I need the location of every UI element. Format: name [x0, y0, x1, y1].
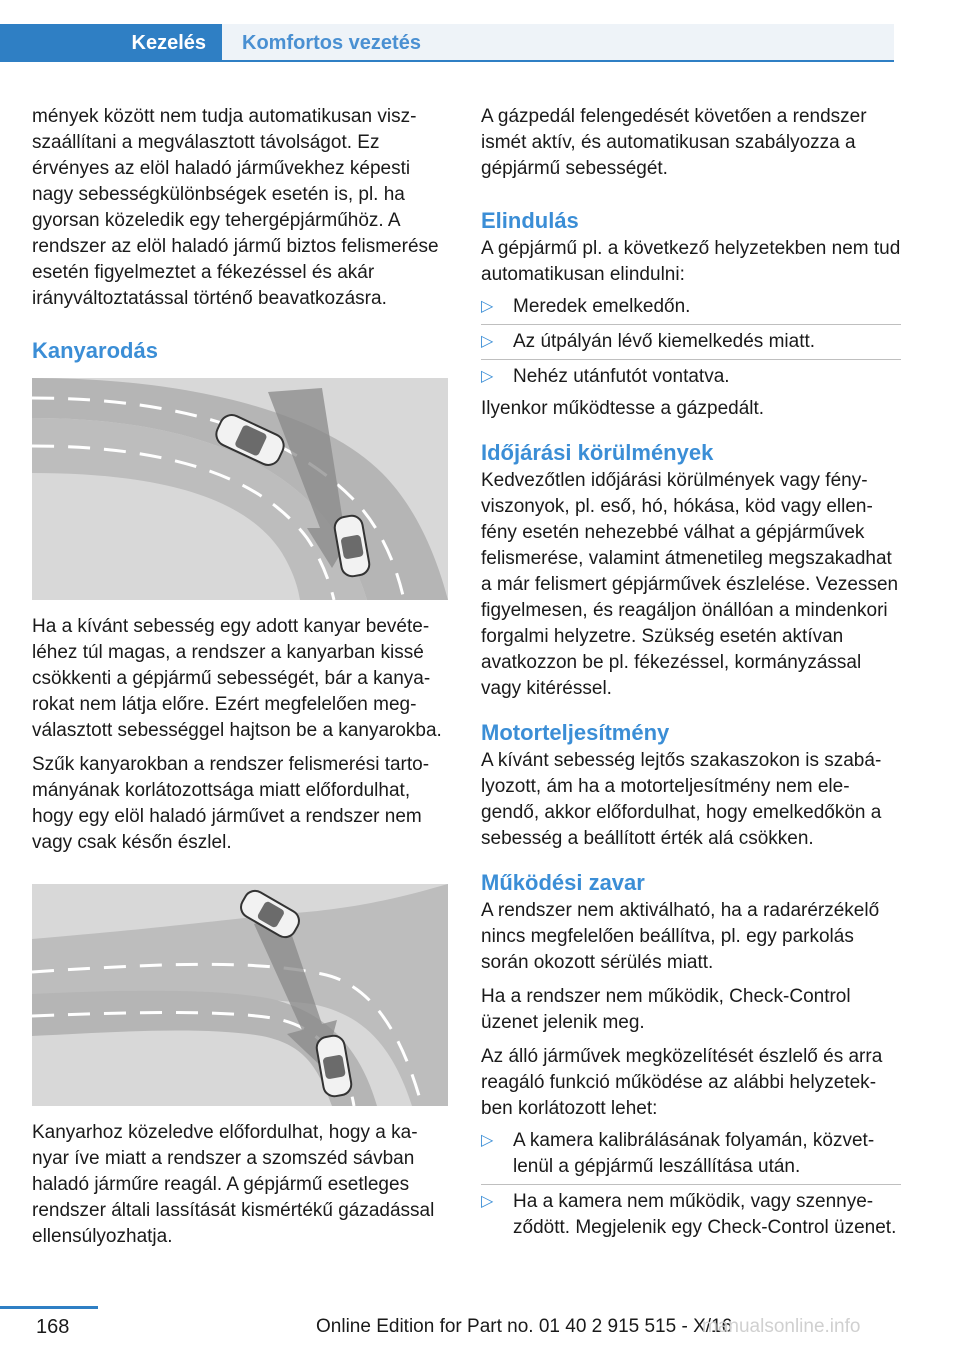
footer-rule: [0, 1306, 98, 1309]
zavar-text-2: Ha a rendszer nem működik, Check-Control üzenet jelenik meg.: [481, 986, 851, 1033]
subsection-tab: Komfortos vezetés: [222, 24, 894, 62]
list-item: ▷ Ha a kamera nem működik, vagy szennyeződött. Megjelenik egy Check-Control üzenet.: [481, 1191, 897, 1238]
watermark-text: manualsonline.info: [702, 1316, 861, 1337]
zavar-list: [481, 1124, 901, 1245]
left-column: [32, 104, 448, 1258]
heading-kanyarodas: Kanyarodás: [32, 338, 158, 363]
elindulas-list: [481, 290, 901, 394]
heading-elindulas: Elindulás: [481, 208, 579, 233]
left-paragraph-1: Ha a kívánt sebesség egy adott kanyar bevételéhez túl magas, a rendszer a kanyarban kissé csökkenti a gépjármű sebességét, bár a kanyarokat nem látja előre. Ezért megfelelően megválasztott sebességgel hajtson be a kanyarokba.: [32, 616, 442, 741]
page-number: 168: [36, 1316, 70, 1338]
page-footer: [0, 1300, 960, 1362]
right-column: [481, 104, 901, 1245]
list-item: ▷ Nehéz utánfutót vontatva.: [481, 360, 901, 394]
left-intro-paragraph: mények között nem tudja automatikusan viszszaállítani a megválasztott távolságot. Ez érvényes az elöl haladó járművekhez képesti nagy sebességkülönbségek esetén is, pl. ha gyorsan közeledik egy tehergépjárműhöz. A rendszer az elöl haladó jármű biztos felismerése esetén figyelmeztet a fékezéssel és akár irányváltoztatással történő beavatkozásra.: [32, 106, 439, 309]
zavar-text-1: A rendszer nem aktiválható, ha a radarérzékelő nincs megfelelően beállítva, pl. egy parkolás során okozott sérülés miatt.: [481, 900, 880, 973]
triangle-bullet-icon: ▷: [481, 298, 494, 315]
elindulas-text: A gépjármű pl. a következő helyzetekben nem tud automatikusan elindulni:: [481, 238, 901, 285]
heading-idojaras: Időjárási körülmények: [481, 440, 714, 465]
curve-illustration-2: [32, 884, 448, 1106]
left-paragraph-3: Kanyarhoz közeledve előfordulhat, hogy a kanyar íve miatt a rendszer a szomszéd sávban haladó járműre reagál. A gépjármű esetleges rendszer általi lassítását kismértékű gázadással ellensúlyozhatja.: [32, 1122, 435, 1247]
triangle-bullet-icon: ▷: [481, 1132, 494, 1149]
header-rule: [0, 60, 894, 62]
page-header: [0, 0, 960, 62]
motor-text: A kívánt sebesség lejtős szakaszokon is szabályozott, ám ha a motorteljesítmény nem elegendő, akkor előfordulhat, hogy emelkedőkön a sebesség a beállított érték alá csökken.: [481, 750, 882, 849]
right-intro-paragraph: A gázpedál felengedését követően a rendszer ismét aktív, és automatikusan szabályozza a gépjármű sebességét.: [481, 106, 867, 179]
heading-mukodesi-zavar: Működési zavar: [481, 870, 645, 895]
triangle-bullet-icon: ▷: [481, 333, 494, 350]
list-item: ▷ Meredek emelkedőn.: [481, 290, 901, 325]
elindulas-after: Ilyenkor működtesse a gázpedált.: [481, 398, 765, 419]
triangle-bullet-icon: ▷: [481, 1193, 494, 1210]
list-item: ▷ A kamera kalibrálásának folyamán, közvetlenül a gépjármű leszállítása után.: [481, 1124, 901, 1185]
heading-motorteljesitmeny: Motorteljesítmény: [481, 720, 670, 745]
section-tab: Kezelés: [0, 24, 222, 62]
left-paragraph-2: Szűk kanyarokban a rendszer felismerési tartományának korlátozottsága miatt előfordulhat, hogy egy elöl haladó járművet a rendszer nem vagy csak későn észlel.: [32, 754, 430, 853]
list-item: ▷ Az útpályán lévő kiemelkedés miatt.: [481, 325, 901, 360]
idojaras-text: Kedvezőtlen időjárási körülmények vagy fényviszonyok, pl. eső, hó, hókása, köd vagy ellenfény esetén nehezebbé válhat a gépjárművek felismerése, valamint átmenetileg megszakadhat a már felismert gépjárművek észlelése. Vezessen figyelmesen, és reagáljon önállóan a mindenkori forgalmi helyzetre. Szükség esetén aktívan avatkozzon be pl. fékezéssel, kormányzással vagy kitéréssel.: [481, 470, 899, 699]
zavar-text-3: Az álló járművek megközelítését észlelő és arra reagáló funkció működése az alábbi helyzetekben korlátozott lehet:: [481, 1046, 883, 1119]
curve-illustration-1: [32, 378, 448, 600]
triangle-bullet-icon: ▷: [481, 368, 494, 385]
edition-text: Online Edition for Part no. 01 40 2 915 515 - X/16: [316, 1316, 733, 1337]
